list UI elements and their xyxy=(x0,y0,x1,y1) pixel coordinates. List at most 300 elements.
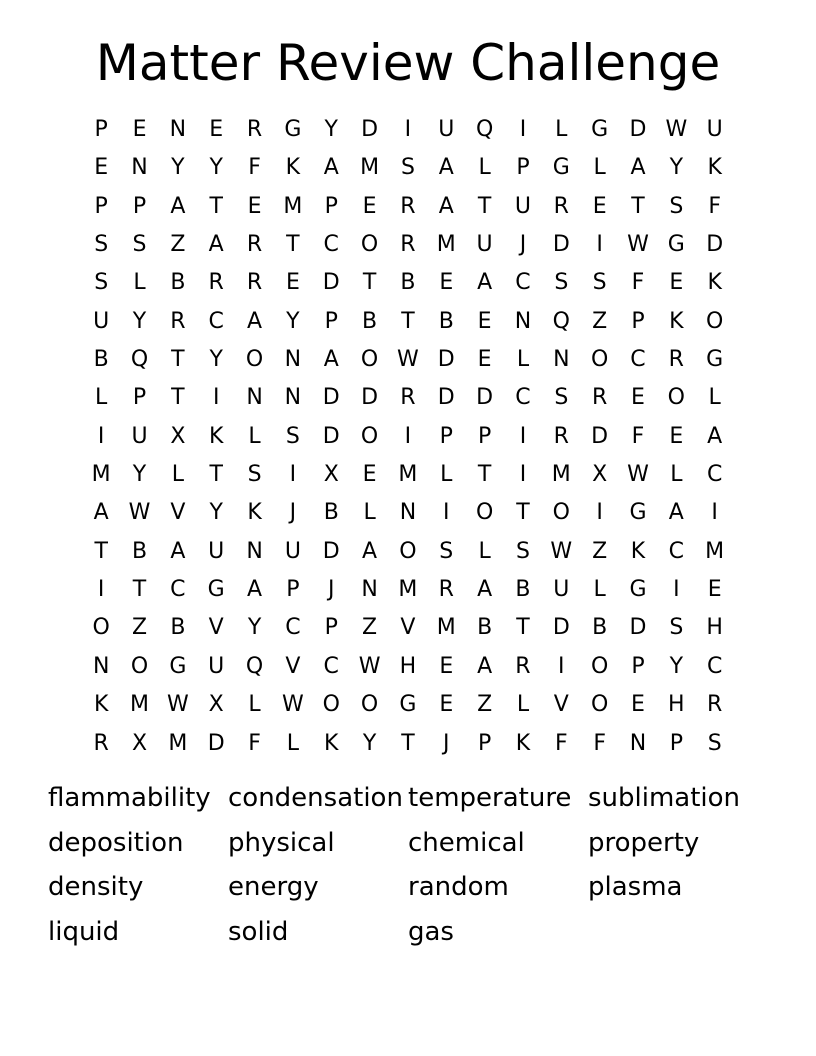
grid-cell[interactable]: D xyxy=(322,270,340,296)
grid-cell[interactable]: S xyxy=(94,270,109,296)
grid-cell[interactable]: C xyxy=(515,385,531,411)
grid-cell[interactable]: M xyxy=(551,462,571,488)
grid-cell[interactable]: T xyxy=(477,193,492,219)
grid-cell[interactable]: T xyxy=(209,193,223,219)
grid-cell[interactable]: D xyxy=(361,385,379,411)
grid-cell[interactable]: Y xyxy=(286,308,300,334)
grid-cell[interactable]: D xyxy=(552,615,570,641)
grid-cell[interactable]: M xyxy=(436,232,456,258)
grid-cell[interactable]: A xyxy=(477,577,493,603)
grid-cell[interactable]: T xyxy=(362,270,377,296)
grid-cell[interactable]: E xyxy=(439,270,454,296)
grid-cell[interactable]: Z xyxy=(592,538,608,564)
grid-cell[interactable]: I xyxy=(558,653,565,679)
grid-cell[interactable]: E xyxy=(132,117,147,142)
grid-cell[interactable]: W xyxy=(166,692,189,718)
grid-cell[interactable]: P xyxy=(631,308,645,334)
grid-cell[interactable]: S xyxy=(400,155,415,181)
grid-cell[interactable]: B xyxy=(400,270,416,296)
grid-cell[interactable]: E xyxy=(247,193,262,219)
grid-cell[interactable]: E xyxy=(94,155,109,181)
grid-cell[interactable]: N xyxy=(361,577,378,603)
grid-cell[interactable]: L xyxy=(95,385,108,411)
grid-cell[interactable]: A xyxy=(668,500,684,526)
grid-cell[interactable]: Z xyxy=(131,615,148,641)
grid-cell[interactable]: A xyxy=(438,155,454,181)
grid-cell[interactable]: C xyxy=(170,577,186,603)
grid-cell[interactable]: F xyxy=(248,155,261,181)
grid-cell[interactable]: T xyxy=(132,577,147,603)
grid-cell[interactable]: D xyxy=(629,615,647,641)
grid-cell[interactable]: Z xyxy=(592,308,608,334)
grid-cell[interactable]: Y xyxy=(324,117,338,142)
grid-cell[interactable]: O xyxy=(360,423,379,449)
grid-cell[interactable]: B xyxy=(323,500,339,526)
grid-cell[interactable]: I xyxy=(711,500,718,526)
grid-cell[interactable]: C xyxy=(515,270,531,296)
grid-cell[interactable]: S xyxy=(515,538,530,564)
grid-cell[interactable]: E xyxy=(669,423,684,449)
grid-cell[interactable]: N xyxy=(131,155,148,181)
grid-cell[interactable]: A xyxy=(247,577,263,603)
grid-cell[interactable]: C xyxy=(706,462,723,488)
grid-cell[interactable]: Y xyxy=(209,155,223,181)
grid-cell[interactable]: W xyxy=(627,462,649,488)
grid-cell[interactable]: A xyxy=(323,347,339,373)
grid-cell[interactable]: P xyxy=(324,615,338,641)
grid-cell[interactable]: X xyxy=(592,462,608,488)
grid-cell[interactable]: K xyxy=(707,270,722,296)
grid-cell[interactable]: R xyxy=(400,232,416,258)
grid-cell[interactable]: U xyxy=(438,117,455,142)
grid-cell[interactable]: B xyxy=(170,615,186,641)
grid-cell[interactable]: O xyxy=(245,347,264,373)
grid-cell[interactable]: R xyxy=(591,385,608,411)
grid-cell[interactable]: U xyxy=(208,538,225,564)
grid-cell[interactable]: W xyxy=(282,692,304,718)
grid-cell[interactable]: R xyxy=(246,117,263,142)
grid-cell[interactable]: G xyxy=(284,117,302,142)
grid-cell[interactable]: L xyxy=(593,577,606,603)
grid-cell[interactable]: R xyxy=(553,193,569,219)
grid-cell[interactable]: S xyxy=(132,232,147,258)
grid-cell[interactable]: J xyxy=(519,232,527,258)
grid-cell[interactable]: R xyxy=(246,232,263,258)
grid-cell[interactable]: P xyxy=(477,423,492,449)
grid-cell[interactable]: Q xyxy=(130,347,149,373)
grid-cell[interactable]: A xyxy=(707,423,723,449)
grid-cell[interactable]: C xyxy=(208,308,224,334)
grid-cell[interactable]: M xyxy=(168,730,188,756)
grid-cell[interactable]: E xyxy=(439,653,454,679)
grid-cell[interactable]: S xyxy=(554,270,569,296)
grid-cell[interactable]: P xyxy=(324,308,338,334)
grid-cell[interactable]: O xyxy=(667,385,685,411)
grid-cell[interactable]: O xyxy=(590,653,609,679)
grid-cell[interactable]: M xyxy=(283,193,303,219)
grid-cell[interactable]: Y xyxy=(362,730,377,756)
grid-cell[interactable]: P xyxy=(439,423,453,449)
grid-cell[interactable]: P xyxy=(324,193,338,219)
grid-cell[interactable]: M xyxy=(130,692,149,718)
grid-cell[interactable]: L xyxy=(440,462,453,488)
grid-cell[interactable]: D xyxy=(437,385,455,411)
grid-cell[interactable]: S xyxy=(285,423,300,449)
grid-cell[interactable]: E xyxy=(707,577,722,603)
grid-cell[interactable]: D xyxy=(322,538,340,564)
grid-cell[interactable]: Y xyxy=(247,615,262,641)
grid-cell[interactable]: N xyxy=(284,385,302,411)
grid-cell[interactable]: Q xyxy=(475,117,494,142)
grid-cell[interactable]: L xyxy=(478,538,491,564)
grid-cell[interactable]: I xyxy=(97,577,105,603)
grid-cell[interactable]: R xyxy=(170,308,186,334)
grid-cell[interactable]: N xyxy=(399,500,417,526)
grid-cell[interactable]: L xyxy=(248,423,261,449)
grid-cell[interactable]: V xyxy=(208,615,224,641)
grid-cell[interactable]: Y xyxy=(209,347,223,373)
grid-cell[interactable]: T xyxy=(401,308,415,334)
grid-cell[interactable]: W xyxy=(128,500,151,526)
grid-cell[interactable]: A xyxy=(208,232,224,258)
grid-cell[interactable]: E xyxy=(477,347,492,373)
grid-cell[interactable]: Y xyxy=(132,308,147,334)
grid-cell[interactable]: E xyxy=(631,692,645,718)
grid-cell[interactable]: E xyxy=(669,270,684,296)
grid-cell[interactable]: C xyxy=(323,232,339,258)
grid-cell[interactable]: P xyxy=(94,193,108,219)
grid-cell[interactable]: I xyxy=(443,500,450,526)
grid-cell[interactable]: E xyxy=(592,193,607,219)
grid-cell[interactable]: H xyxy=(668,692,685,718)
grid-cell[interactable]: I xyxy=(289,462,297,488)
grid-cell[interactable]: O xyxy=(360,232,379,258)
grid-cell[interactable]: D xyxy=(437,347,455,373)
grid-cell[interactable]: S xyxy=(247,462,262,488)
grid-cell[interactable]: L xyxy=(593,155,606,181)
grid-cell[interactable]: W xyxy=(665,117,688,142)
grid-cell[interactable]: S xyxy=(94,232,109,258)
grid-cell[interactable]: G xyxy=(629,577,647,603)
grid-cell[interactable]: W xyxy=(550,538,573,564)
grid-cell[interactable]: R xyxy=(515,653,531,679)
grid-cell[interactable]: M xyxy=(705,538,725,564)
grid-cell[interactable]: N xyxy=(169,117,187,142)
grid-cell[interactable]: B xyxy=(592,615,608,641)
grid-cell[interactable]: I xyxy=(596,232,603,258)
grid-cell[interactable]: B xyxy=(93,347,109,373)
grid-cell[interactable]: U xyxy=(706,117,723,142)
grid-cell[interactable]: P xyxy=(477,730,492,756)
grid-cell[interactable]: O xyxy=(360,347,379,373)
grid-cell[interactable]: A xyxy=(170,538,186,564)
grid-row xyxy=(82,226,734,264)
grid-cell[interactable]: V xyxy=(285,653,301,679)
grid-cell[interactable]: L xyxy=(133,270,146,296)
grid-cell[interactable]: I xyxy=(596,500,603,526)
grid-cell[interactable]: M xyxy=(91,462,111,488)
grid-cell[interactable]: B xyxy=(438,308,454,334)
grid-cell[interactable]: W xyxy=(358,653,381,679)
grid-cell[interactable]: I xyxy=(673,577,680,603)
grid-cell[interactable]: V xyxy=(170,500,186,526)
grid-cell[interactable]: C xyxy=(630,347,646,373)
grid-cell[interactable]: L xyxy=(670,462,683,488)
grid-cell[interactable]: R xyxy=(400,193,416,219)
grid-cell[interactable]: Q xyxy=(245,653,264,679)
grid-cell[interactable]: I xyxy=(519,423,527,449)
grid-cell[interactable]: D xyxy=(207,730,225,756)
grid-cell[interactable]: N xyxy=(246,385,263,411)
grid-cell[interactable]: I xyxy=(404,117,412,142)
grid-cell[interactable]: N xyxy=(514,308,532,334)
grid-cell[interactable]: P xyxy=(132,193,147,219)
grid-cell[interactable]: T xyxy=(401,730,415,756)
grid-cell[interactable]: E xyxy=(477,308,492,334)
grid-cell[interactable]: W xyxy=(397,347,419,373)
word-bank-item: condensation xyxy=(228,783,403,813)
grid-cell[interactable]: D xyxy=(552,232,570,258)
grid-cell[interactable]: A xyxy=(93,500,109,526)
grid-cell[interactable]: K xyxy=(208,423,224,449)
grid-cell[interactable]: E xyxy=(209,117,224,142)
grid-cell[interactable]: E xyxy=(362,462,377,488)
grid-cell[interactable]: U xyxy=(553,577,570,603)
grid-cell[interactable]: V xyxy=(400,615,416,641)
grid-cell[interactable]: C xyxy=(706,653,723,679)
grid-cell[interactable]: V xyxy=(553,692,569,718)
grid-cell[interactable]: M xyxy=(436,615,456,641)
grid-cell[interactable]: G xyxy=(629,500,647,526)
grid-cell[interactable]: R xyxy=(553,423,569,449)
grid-cell[interactable]: K xyxy=(669,308,684,334)
grid-cell[interactable]: P xyxy=(669,730,683,756)
grid-cell[interactable]: D xyxy=(706,232,724,258)
grid-cell[interactable]: G xyxy=(591,117,609,142)
grid-cell[interactable]: D xyxy=(322,423,340,449)
grid-cell[interactable]: K xyxy=(630,538,646,564)
grid-cell[interactable]: F xyxy=(248,730,261,756)
grid-cell[interactable]: A xyxy=(438,193,454,219)
grid-cell[interactable]: T xyxy=(477,462,492,488)
grid-cell[interactable]: Z xyxy=(362,615,378,641)
grid-cell[interactable]: O xyxy=(399,538,417,564)
grid-cell[interactable]: U xyxy=(514,193,531,219)
grid-cell[interactable]: T xyxy=(631,193,645,219)
grid-cell[interactable]: M xyxy=(398,577,418,603)
grid-cell[interactable]: L xyxy=(248,692,261,718)
grid-cell[interactable]: N xyxy=(553,347,570,373)
grid-cell[interactable]: T xyxy=(516,500,530,526)
grid-cell[interactable]: E xyxy=(439,692,454,718)
word-bank-item: solid xyxy=(228,917,289,948)
grid-cell[interactable]: N xyxy=(629,730,647,756)
grid-cell[interactable]: T xyxy=(209,462,223,488)
grid-cell[interactable]: Y xyxy=(669,653,684,679)
grid-cell[interactable]: X xyxy=(323,462,339,488)
grid-cell[interactable]: X xyxy=(170,423,186,449)
grid-cell[interactable]: I xyxy=(404,423,412,449)
grid-cell[interactable]: B xyxy=(515,577,531,603)
grid-cell[interactable]: R xyxy=(246,270,263,296)
grid-cell[interactable]: H xyxy=(399,653,417,679)
grid-cell[interactable]: A xyxy=(477,270,493,296)
grid-cell[interactable]: L xyxy=(516,692,530,718)
grid-row xyxy=(82,303,734,341)
grid-cell[interactable]: P xyxy=(132,385,147,411)
grid-cell[interactable]: D xyxy=(361,117,379,142)
grid-cell[interactable]: O xyxy=(706,308,724,334)
grid-cell[interactable]: R xyxy=(707,692,723,718)
grid-cell[interactable]: F xyxy=(708,193,721,219)
grid-cell[interactable]: N xyxy=(92,653,110,679)
grid-cell[interactable]: L xyxy=(286,730,300,756)
grid-cell[interactable]: U xyxy=(208,653,225,679)
grid-cell[interactable]: Y xyxy=(209,500,223,526)
grid-cell[interactable]: C xyxy=(285,615,301,641)
grid-cell[interactable]: K xyxy=(707,155,722,181)
grid-cell[interactable]: T xyxy=(286,232,300,258)
grid-cell[interactable]: A xyxy=(362,538,378,564)
grid-cell[interactable]: G xyxy=(207,577,225,603)
grid-row xyxy=(82,456,734,494)
grid-row xyxy=(82,725,734,763)
grid-cell[interactable]: S xyxy=(669,615,684,641)
grid-cell[interactable]: O xyxy=(322,692,340,718)
grid-cell[interactable]: T xyxy=(516,615,530,641)
grid-cell[interactable]: U xyxy=(131,423,148,449)
grid-cell[interactable]: K xyxy=(93,692,109,718)
grid-cell[interactable]: E xyxy=(285,270,300,296)
grid-cell[interactable]: J xyxy=(327,577,335,603)
grid-cell[interactable]: D xyxy=(629,117,647,142)
grid-cell[interactable]: G xyxy=(169,653,187,679)
grid-cell[interactable]: R xyxy=(400,385,416,411)
grid-cell[interactable]: D xyxy=(476,385,494,411)
grid-cell[interactable]: P xyxy=(516,155,530,181)
grid-cell[interactable]: K xyxy=(324,730,339,756)
grid-cell[interactable]: P xyxy=(631,653,645,679)
grid-cell[interactable]: O xyxy=(590,347,609,373)
grid-row xyxy=(82,341,734,379)
grid-cell[interactable]: G xyxy=(706,347,724,373)
word-bank-item: energy xyxy=(228,872,319,903)
grid-cell[interactable]: T xyxy=(94,538,108,564)
grid-cell[interactable]: L xyxy=(171,462,184,488)
grid-cell[interactable]: K xyxy=(247,500,262,526)
grid-cell[interactable]: B xyxy=(131,538,148,564)
grid-cell[interactable]: W xyxy=(627,232,649,258)
grid-cell[interactable]: X xyxy=(208,692,224,718)
grid-cell[interactable]: Q xyxy=(552,308,570,334)
grid-cell[interactable]: O xyxy=(92,615,110,641)
grid-cell[interactable]: Y xyxy=(132,462,147,488)
grid-cell[interactable]: I xyxy=(519,117,527,142)
grid-cell[interactable]: A xyxy=(323,155,339,181)
grid-cell[interactable]: P xyxy=(94,117,108,142)
grid-row xyxy=(82,379,734,417)
grid-cell[interactable]: Y xyxy=(171,155,185,181)
grid-cell[interactable]: U xyxy=(476,232,493,258)
grid-cell[interactable]: A xyxy=(247,308,263,334)
grid-cell[interactable]: Y xyxy=(669,155,684,181)
grid-cell[interactable]: I xyxy=(97,423,105,449)
grid-cell[interactable]: M xyxy=(398,462,418,488)
grid-cell[interactable]: F xyxy=(631,423,645,449)
grid-cell[interactable]: P xyxy=(286,577,300,603)
grid-cell[interactable]: R xyxy=(93,730,109,756)
grid-cell[interactable]: B xyxy=(170,270,186,296)
grid-cell[interactable]: J xyxy=(289,500,297,526)
grid-cell[interactable]: R xyxy=(208,270,224,296)
grid-cell[interactable]: Z xyxy=(477,692,493,718)
grid-cell[interactable]: C xyxy=(323,653,339,679)
grid-cell[interactable]: F xyxy=(631,270,645,296)
grid-cell[interactable]: K xyxy=(515,730,531,756)
grid-cell[interactable]: D xyxy=(591,423,609,449)
grid-cell[interactable]: O xyxy=(475,500,494,526)
grid-cell[interactable]: S xyxy=(554,385,569,411)
grid-cell[interactable]: S xyxy=(439,538,454,564)
grid-cell[interactable]: R xyxy=(438,577,454,603)
grid-cell[interactable]: O xyxy=(552,500,570,526)
grid-cell[interactable]: S xyxy=(592,270,607,296)
grid-cell[interactable]: E xyxy=(362,193,377,219)
grid-cell[interactable]: K xyxy=(285,155,301,181)
grid-cell[interactable]: F xyxy=(593,730,606,756)
grid-cell[interactable]: T xyxy=(171,347,185,373)
grid-cell[interactable]: D xyxy=(322,385,340,411)
grid-cell[interactable]: L xyxy=(516,347,530,373)
grid-cell[interactable]: T xyxy=(171,385,185,411)
grid-cell[interactable]: L xyxy=(708,385,721,411)
grid-cell[interactable]: N xyxy=(284,347,302,373)
word-bank-item: density xyxy=(48,872,144,903)
grid-cell[interactable]: L xyxy=(478,155,491,181)
grid-cell[interactable]: L xyxy=(363,500,376,526)
grid-cell[interactable]: B xyxy=(477,615,493,641)
grid-cell[interactable]: S xyxy=(707,730,722,756)
grid-cell[interactable]: G xyxy=(552,155,570,181)
grid-cell[interactable]: I xyxy=(212,385,220,411)
word-bank-item: random xyxy=(408,872,509,903)
grid-cell[interactable]: R xyxy=(668,347,684,373)
grid-cell[interactable]: G xyxy=(399,692,417,718)
grid-cell[interactable]: X xyxy=(131,730,148,756)
grid-cell[interactable]: B xyxy=(362,308,378,334)
grid-cell[interactable]: M xyxy=(360,155,380,181)
grid-cell[interactable]: J xyxy=(443,730,450,756)
grid-cell[interactable]: O xyxy=(130,653,149,679)
grid-cell[interactable]: E xyxy=(631,385,645,411)
grid-cell[interactable]: C xyxy=(668,538,685,564)
grid-cell[interactable]: O xyxy=(590,692,609,718)
grid-cell[interactable]: H xyxy=(706,615,723,641)
grid-cell[interactable]: L xyxy=(555,117,568,142)
grid-cell[interactable]: A xyxy=(170,193,186,219)
grid-cell[interactable]: A xyxy=(477,653,493,679)
grid-cell[interactable]: A xyxy=(630,155,646,181)
grid-cell[interactable]: U xyxy=(284,538,301,564)
grid-cell[interactable]: S xyxy=(669,193,684,219)
grid-cell[interactable]: I xyxy=(519,462,527,488)
grid-cell[interactable]: O xyxy=(360,692,379,718)
grid-cell[interactable]: N xyxy=(246,538,263,564)
grid-cell[interactable]: G xyxy=(667,232,685,258)
grid-cell[interactable]: F xyxy=(554,730,568,756)
grid-cell[interactable]: U xyxy=(93,308,110,334)
grid-cell[interactable]: Z xyxy=(170,232,186,258)
